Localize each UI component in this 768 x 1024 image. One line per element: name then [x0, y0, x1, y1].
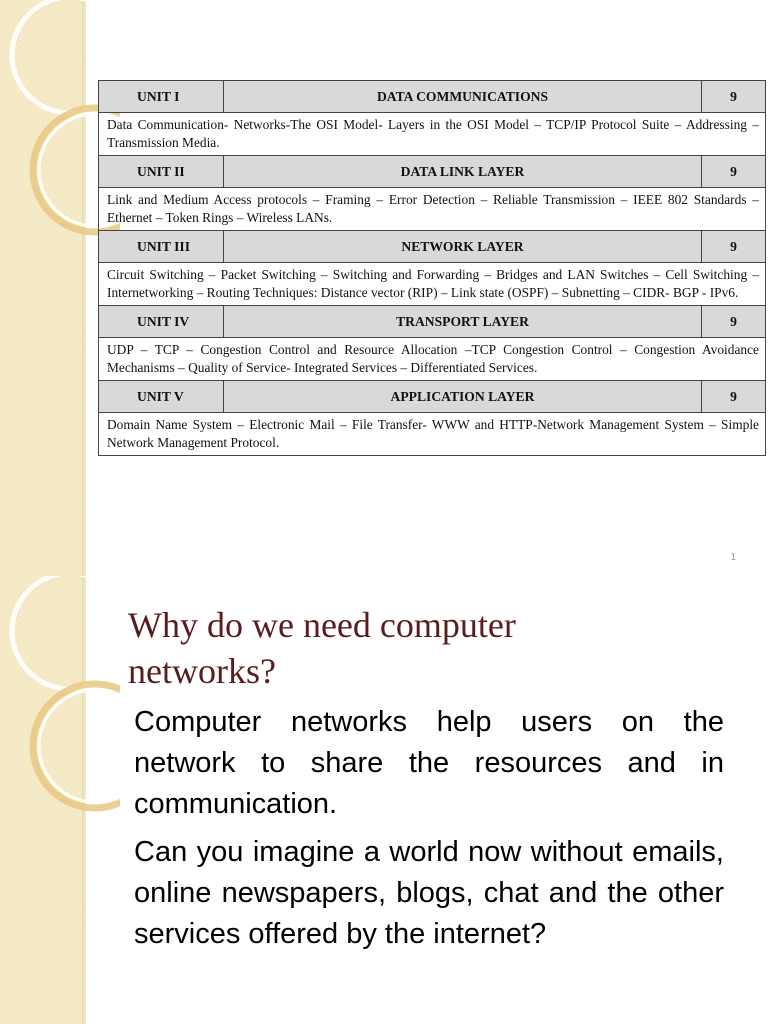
paragraph-imagine: Can you imagine a world now without emails, online newspapers, blogs, chat and the other services offered by the internet? [134, 836, 724, 950]
unit-header-row [99, 156, 766, 188]
unit-hours: 9 [702, 231, 766, 263]
unit-title: APPLICATION LAYER [224, 381, 702, 413]
unit-title: TRANSPORT LAYER [224, 306, 702, 338]
unit-content: Domain Name System – Electronic Mail – File Transfer- WWW and HTTP-Network Management System – Simple Network Management Protocol. [99, 413, 766, 456]
unit-number: UNIT II [99, 156, 224, 188]
syllabus-table [98, 80, 766, 456]
unit-title: NETWORK LAYER [224, 231, 702, 263]
unit-hours: 9 [702, 81, 766, 113]
unit-number: UNIT V [99, 381, 224, 413]
unit-header-row [99, 381, 766, 413]
unit-title: DATA LINK LAYER [224, 156, 702, 188]
page-number: 1 [730, 552, 736, 563]
unit-header-row [99, 306, 766, 338]
unit-content-row [99, 188, 766, 231]
paragraph-sharing: Computer networks help users on the network to share the resources and in communication. [134, 706, 724, 820]
why-networks-slide [0, 576, 768, 1024]
unit-content-row [99, 113, 766, 156]
unit-content: Link and Medium Access protocols – Framing – Error Detection – Reliable Transmission – IEEE 802 Standards – Ethernet – Token Rings – Wireless LANs. [99, 188, 766, 231]
unit-title: DATA COMMUNICATIONS [224, 81, 702, 113]
unit-content-row [99, 413, 766, 456]
unit-header-row [99, 231, 766, 263]
unit-content-row [99, 263, 766, 306]
unit-number: UNIT III [99, 231, 224, 263]
unit-header-row [99, 81, 766, 113]
unit-number: UNIT I [99, 81, 224, 113]
unit-content: Data Communication- Networks-The OSI Model- Layers in the OSI Model – TCP/IP Protocol Suite – Addressing – Transmission Media. [99, 113, 766, 156]
slide-title: Why do we need computer networks? [128, 605, 516, 691]
unit-number: UNIT IV [99, 306, 224, 338]
decorative-rings-icon [0, 576, 120, 836]
unit-content: UDP – TCP – Congestion Control and Resource Allocation –TCP Congestion Control – Congestion Avoidance Mechanisms – Quality of Service- Integrated Services – Differentiated Services. [99, 338, 766, 381]
unit-content-row [99, 338, 766, 381]
unit-hours: 9 [702, 306, 766, 338]
unit-hours: 9 [702, 156, 766, 188]
unit-hours: 9 [702, 381, 766, 413]
unit-content: Circuit Switching – Packet Switching – Switching and Forwarding – Bridges and LAN Switches – Cell Switching – Internetworking – Routing Techniques: Distance vector (RIP) – Link state (OSPF) – Subnetting – CIDR- BGP - IPv6. [99, 263, 766, 306]
